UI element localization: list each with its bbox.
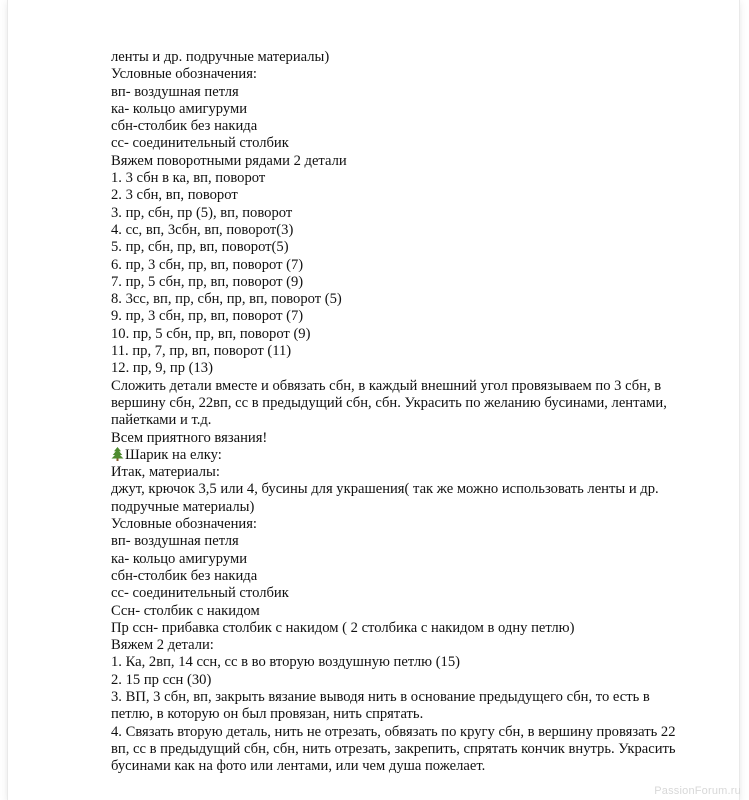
christmas-tree-icon [111, 447, 124, 461]
text-line: ка- кольцо амигуруми [111, 100, 248, 117]
text-line: петлю, в которую он был провязан, нить спрятать. [111, 706, 424, 723]
text-line: 6. пр, 3 сбн, пр, вп, поворот (7) [111, 256, 304, 273]
text-line: Ссн- столбик с накидом [111, 602, 260, 619]
text-line: подручные материалы) [111, 498, 255, 515]
text-line: Пр ссн- прибавка столбик с накидом ( 2 столбика с накидом в одну петлю) [111, 619, 575, 636]
text-line: 10. пр, 5 сбн, пр, вп, поворот (9) [111, 325, 311, 342]
text-line: Условные обозначения: [111, 516, 257, 533]
text-line: сс- соединительный столбик [111, 585, 289, 602]
text-line: ленты и др. подручные материалы) [111, 49, 330, 65]
text-line: Вяжем поворотными рядами 2 детали [111, 152, 347, 169]
text-line: Условные обозначения: [111, 66, 257, 83]
text-line: пайетками и т.д. [111, 412, 212, 429]
text-line: сс- соединительный столбик [111, 135, 289, 152]
text-line: 1. 3 сбн в ка, вп, поворот [111, 170, 266, 187]
text-line: Итак, материалы: [111, 464, 220, 481]
text-line: 5. пр, сбн, пр, вп, поворот(5) [111, 239, 289, 256]
text-line: вершину сбн, 22вп, сс в предыдущий сбн, сбн. Украсить по желанию бусинами, лентами, [111, 394, 667, 411]
text-line: 4. Связать вторую деталь, нить не отрезать, обвязать по кругу сбн, в вершину провязать 22 [111, 723, 676, 740]
watermark: PassionForum.ru [654, 785, 741, 797]
text-line: 9. пр, 3 сбн, пр, вп, поворот (7) [111, 308, 304, 325]
ornament-heading: Шарик на елку: [125, 446, 222, 463]
text-line: 12. пр, 9, пр (13) [111, 360, 213, 377]
text-line: сбн-столбик без накида [111, 118, 258, 135]
text-line: 4. сс, вп, 3сбн, вп, поворот(3) [111, 221, 294, 238]
text-line: ка- кольцо амигуруми [111, 550, 248, 567]
text-line: 1. Ка, 2вп, 14 ссн, сс в во вторую воздушную петлю (15) [111, 654, 461, 671]
document-page [8, 0, 739, 800]
text-line: вп, сс в предыдущий сбн, сбн, нить отрезать, закрепить, спрятать кончик внутрь. Украсить [111, 740, 676, 757]
text-line: 2. 3 сбн, вп, поворот [111, 187, 238, 204]
ornament-heading-line [111, 447, 711, 464]
text-line: Сложить детали вместе и обвязать сбн, в каждый внешний угол провязываем по 3 сбн, в [111, 377, 662, 394]
text-line: Всем приятного вязания! [111, 429, 268, 446]
document-body [111, 49, 711, 775]
text-line: джут, крючок 3,5 или 4, бусины для украшения( так же можно использовать ленты и др. [111, 481, 659, 498]
text-line: 8. 3сс, вп, пр, сбн, пр, вп, поворот (5) [111, 291, 342, 308]
text-line: бусинами как на фото или лентами, или чем душа пожелает. [111, 758, 486, 775]
text-line: 7. пр, 5 сбн, пр, вп, поворот (9) [111, 273, 304, 290]
text-line: сбн-столбик без накида [111, 567, 258, 584]
text-line: 3. ВП, 3 сбн, вп, закрыть вязание выводя нить в основание предыдущего сбн, то есть в [111, 688, 650, 705]
text-line: вп- воздушная петля [111, 83, 239, 100]
text-line: 11. пр, 7, пр, вп, поворот (11) [111, 343, 292, 360]
text-line: вп- воздушная петля [111, 533, 239, 550]
text-line: Вяжем 2 детали: [111, 637, 214, 654]
text-line: 3. пр, сбн, пр (5), вп, поворот [111, 204, 293, 221]
text-line: 2. 15 пр ссн (30) [111, 671, 212, 688]
